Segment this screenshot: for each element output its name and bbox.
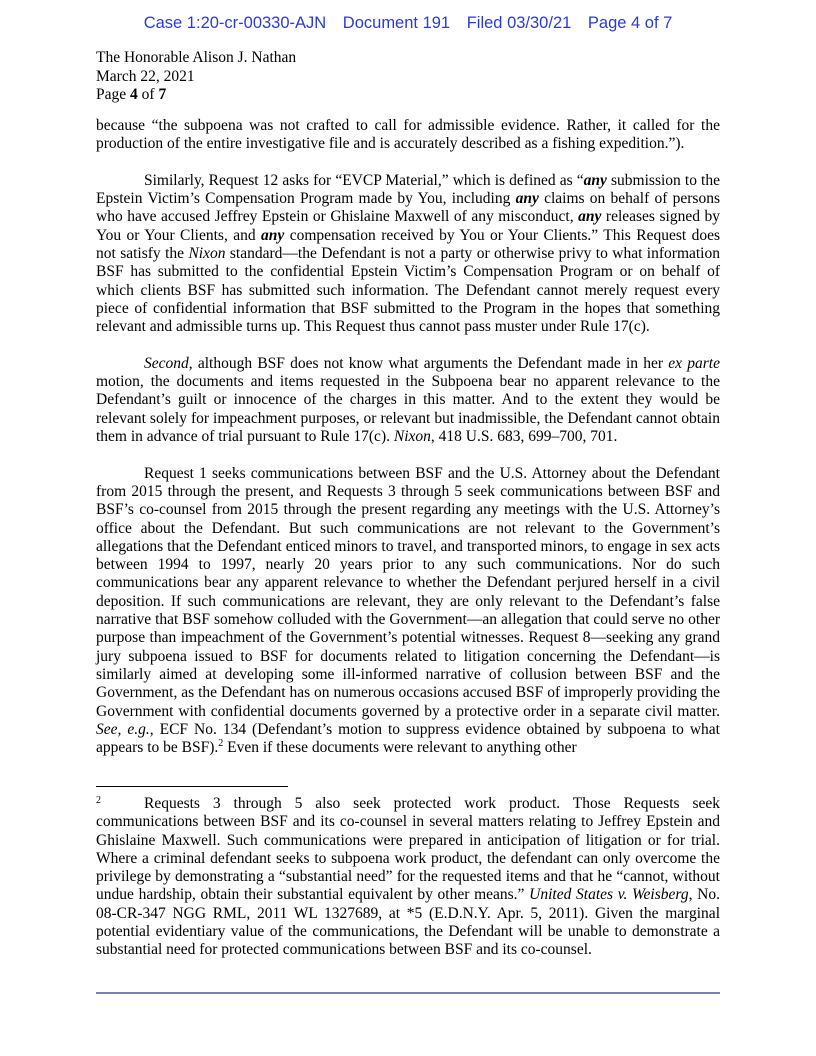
page-prefix: Page	[96, 86, 131, 103]
letter-date: March 22, 2021	[96, 67, 195, 85]
footnote-2: 2 Requests 3 through 5 also seek protected work product. Those Requests seek communications between BSF and its co-counsel in several matters relating to Jeffrey Epstein and Ghislaine Maxwell. Such communications were prepared in anticipation of litigation or for trial. Where a criminal defendant seeks to subpoena work product, the defendant can only overcome the privilege by demonstrating a “substantial need” for the requested items and that he “cannot, without undue hardship, obtain their substantial equivalent by other means.” United States v. Weisberg, No. 08-CR-347 NGG RML, 2011 WL 1327689, at *5 (E.D.N.Y. Apr. 5, 2011). Given the marginal potential evidentiary value of the communications, the Defendant will be unable to demonstrate a substantial need for protected communications between BSF and its co-counsel.	[96, 795, 720, 960]
letter-body	[96, 117, 720, 776]
document-number: Document 191	[342, 14, 451, 32]
case-number: Case 1:20-cr-00330-AJN	[143, 14, 327, 32]
paragraph-3: Second, although BSF does not know what arguments the Defendant made in her ex parte motion, the documents and items requested in the Subpoena bear no apparent relevance to the Defendant’s guilt or innocence of the charges in this matter. And to the extent they would be relevant solely for impeachment purposes, or relevant but inadmissible, the Defendant cannot obtain them in advance of trial pursuant to Rule 17(c). Nixon, 418 U.S. 683, 699–700, 701.	[96, 354, 720, 446]
page-footer-rule	[96, 992, 720, 994]
page-indicator: Page 4 of 7	[587, 14, 673, 32]
paragraph-4: Request 1 seeks communications between BSF and the U.S. Attorney about the Defendant from 2015 through the present, and Requests 3 through 5 seek communications between BSF and BSF’s co-counsel from 2015 through the present regarding any meetings with the U.S. Attorney’s office about the Defendant. But such communications are not relevant to the Government’s allegations that the Defendant enticed minors to travel, and transported minors, to engage in sex acts between 1994 to 1997, nearly 20 years prior to any such communications. Nor do such communications bear any apparent relevance to whether the Defendant perjured herself in a civil deposition. If such communications are relevant, they are only relevant to the Defendant’s false narrative that BSF somehow colluded with the Government—an allegation that could serve no other purpose than impeachment of the Government’s potential witnesses. Request 8—seeking any grand jury subpoena issued to BSF for documents related to litigation concerning the Defendant—is similarly aimed at developing some ill-informed narrative of collusion between BSF and the Government, as the Defendant has on numerous occasions accused BSF of improperly providing the Government with confidential documents governed by a protective order in a separate civil matter. See, e.g., ECF No. 134 (Defendant’s motion to suppress evidence obtained by subpoena to what appears to be BSF).$^2$ Even if these documents were relevant to anything other	[96, 464, 720, 757]
footnote-number: 2	[96, 795, 101, 806]
page-number: 4	[130, 86, 138, 103]
page-line	[96, 86, 296, 105]
page-total: 7	[158, 86, 167, 103]
paragraph-2: Similarly, Request 12 asks for “EVCP Material,” which is defined as “any submission to the Epstein Victim’s Compensation Program made by You, including any claims on behalf of persons who have accused Jeffrey Epstein or Ghislaine Maxwell of any misconduct, any releases signed by You or Your Clients, and any compensation received by You or Your Clients.” This Request does not satisfy the Nixon standard—the Defendant is not a party or otherwise privy to what information BSF has submitted to the confidential Epstein Victim’s Compensation Program or on behalf of which clients BSF has submitted such information. The Defendant cannot merely request every piece of confidential information that BSF submitted to the Program in the hopes that something relevant and admissible turns up. This Request thus cannot pass muster under Rule 17(c).	[96, 171, 720, 336]
footnote-divider	[96, 786, 288, 787]
paragraph-1: because “the subpoena was not crafted to call for admissible evidence. Rather, it called for the production of the entire investigative file and is accurately described as a fishing expedition.”).	[96, 117, 720, 153]
letter-header	[96, 49, 296, 105]
page-of: of	[137, 86, 159, 103]
recipient: The Honorable Alison J. Nathan	[96, 49, 297, 66]
footnote-ref[interactable]: 2	[218, 737, 224, 749]
case-header-stamp	[0, 14, 816, 33]
filed-date: Filed 03/30/21	[466, 14, 572, 32]
